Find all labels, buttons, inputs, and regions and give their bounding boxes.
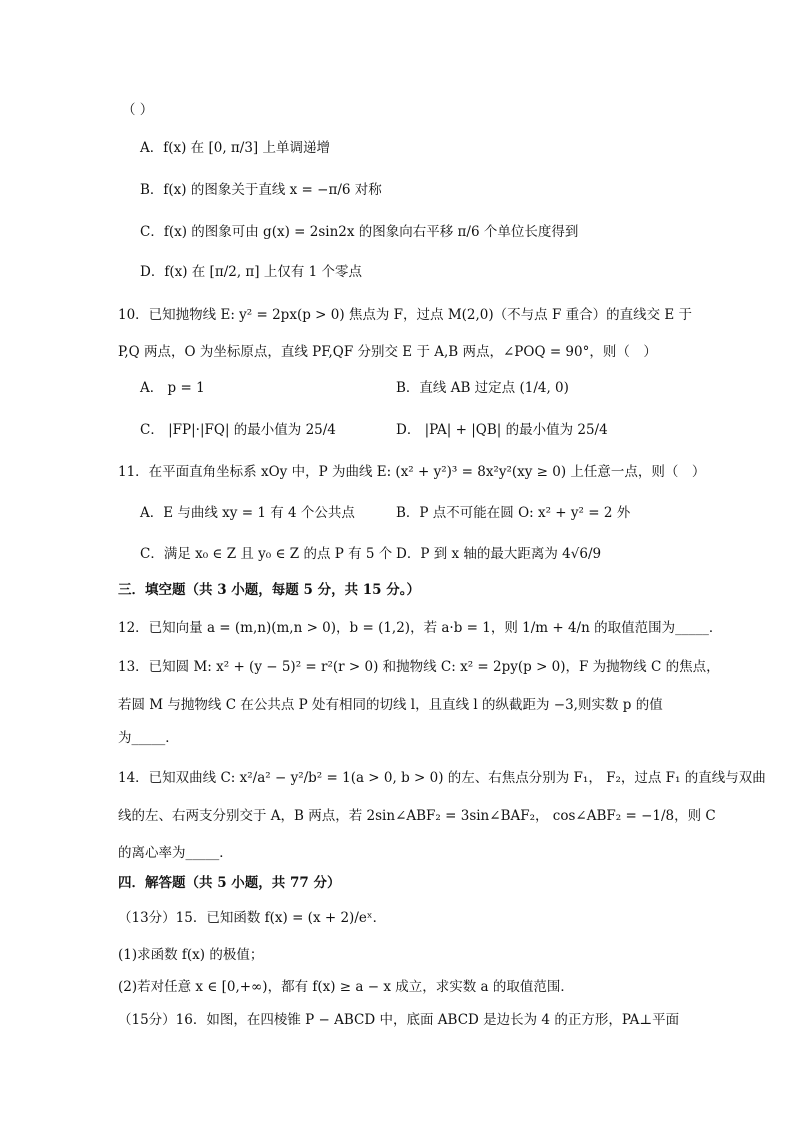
q10-option-c: C． |FP|·|FQ| 的最小值为 25/4 xyxy=(140,422,336,438)
q9-option-d: D．f(x) 在 [π/2, π] 上仅有 1 个零点 xyxy=(140,264,363,280)
q11-option-c: C．满足 x₀ ∈ Z 且 y₀ ∈ Z 的点 P 有 5 个 xyxy=(140,546,393,562)
q10-stem-line1: 10．已知抛物线 E: y² = 2px(p > 0) 焦点为 F，过点 M(2,0)（不与点 F 重合）的直线交 E 于 xyxy=(118,307,693,323)
q9-option-b: B．f(x) 的图象关于直线 x = −π/6 对称 xyxy=(140,182,382,198)
q14-line1: 14．已知双曲线 C: x²/a² − y²/b² = 1(a > 0, b > 0) 的左、右焦点分别为 F₁， F₂，过点 F₁ 的直线与双曲 xyxy=(118,770,766,786)
q10-option-d: D． |PA| + |QB| 的最小值为 25/4 xyxy=(396,422,608,438)
q16-stem: （15分）16．如图，在四棱锥 P − ABCD 中，底面 ABCD 是边长为 4 的正方形，PA⊥平面 xyxy=(118,1012,680,1028)
q11-option-a: A．E 与曲线 xy = 1 有 4 个公共点 xyxy=(140,505,355,521)
q9-option-a: A．f(x) 在 [0, π/3] 上单调递增 xyxy=(140,140,330,156)
section-3-heading: 三．填空题（共 3 小题，每题 5 分，共 15 分。） xyxy=(118,582,421,598)
q13-line1: 13．已知圆 M: x² + (y − 5)² = r²(r > 0) 和抛物线 C: x² = 2py(p > 0)，F 为抛物线 C 的焦点， xyxy=(118,659,720,675)
section-4-heading: 四．解答题（共 5 小题，共 77 分） xyxy=(118,875,341,891)
q14-line3: 的离心率为_____． xyxy=(118,845,233,861)
q15-part2: (2)若对任意 x ∈ [0,+∞)，都有 f(x) ≥ a − x 成立，求实数 a 的取值范围． xyxy=(118,979,574,995)
q13-line2: 若圆 M 与抛物线 C 在公共点 P 处有相同的切线 l，且直线 l 的纵截距为 −3,则实数 p 的值 xyxy=(118,697,663,713)
q10-stem-line2: P,Q 两点，O 为坐标原点，直线 PF,QF 分别交 E 于 A,B 两点，∠POQ = 90°，则（ ） xyxy=(118,344,657,360)
q11-option-b: B．P 点不可能在圆 O: x² + y² = 2 外 xyxy=(396,505,631,521)
q9-option-c: C．f(x) 的图象可由 g(x) = 2sin2x 的图象向右平移 π/6 个单位长度得到 xyxy=(140,224,579,240)
q10-option-a: A． p = 1 xyxy=(140,380,205,396)
q13-line3: 为_____． xyxy=(118,730,179,746)
q12-stem: 12．已知向量 a = (m,n)(m,n > 0)，b = (1,2)，若 a·b = 1，则 1/m + 4/n 的取值范围为_____． xyxy=(118,620,723,636)
q15-part1: (1)求函数 f(x) 的极值； xyxy=(118,947,264,963)
q11-option-d: D．P 到 x 轴的最大距离为 4√6/9 xyxy=(396,546,602,562)
q9-paren: （ ） xyxy=(122,102,154,118)
q10-option-b: B．直线 AB 过定点 (1/4, 0) xyxy=(396,380,569,396)
q14-line2: 线的左、右两支分别交于 A，B 两点，若 2sin∠ABF₂ = 3sin∠BAF₂， cos∠ABF₂ = −1/8，则 C xyxy=(118,808,716,824)
q15-stem: （13分）15．已知函数 f(x) = (x + 2)/eˣ． xyxy=(118,910,387,926)
q11-stem: 11．在平面直角坐标系 xOy 中，P 为曲线 E: (x² + y²)³ = 8x²y²(xy ≥ 0) 上任意一点，则（ ） xyxy=(118,464,706,480)
